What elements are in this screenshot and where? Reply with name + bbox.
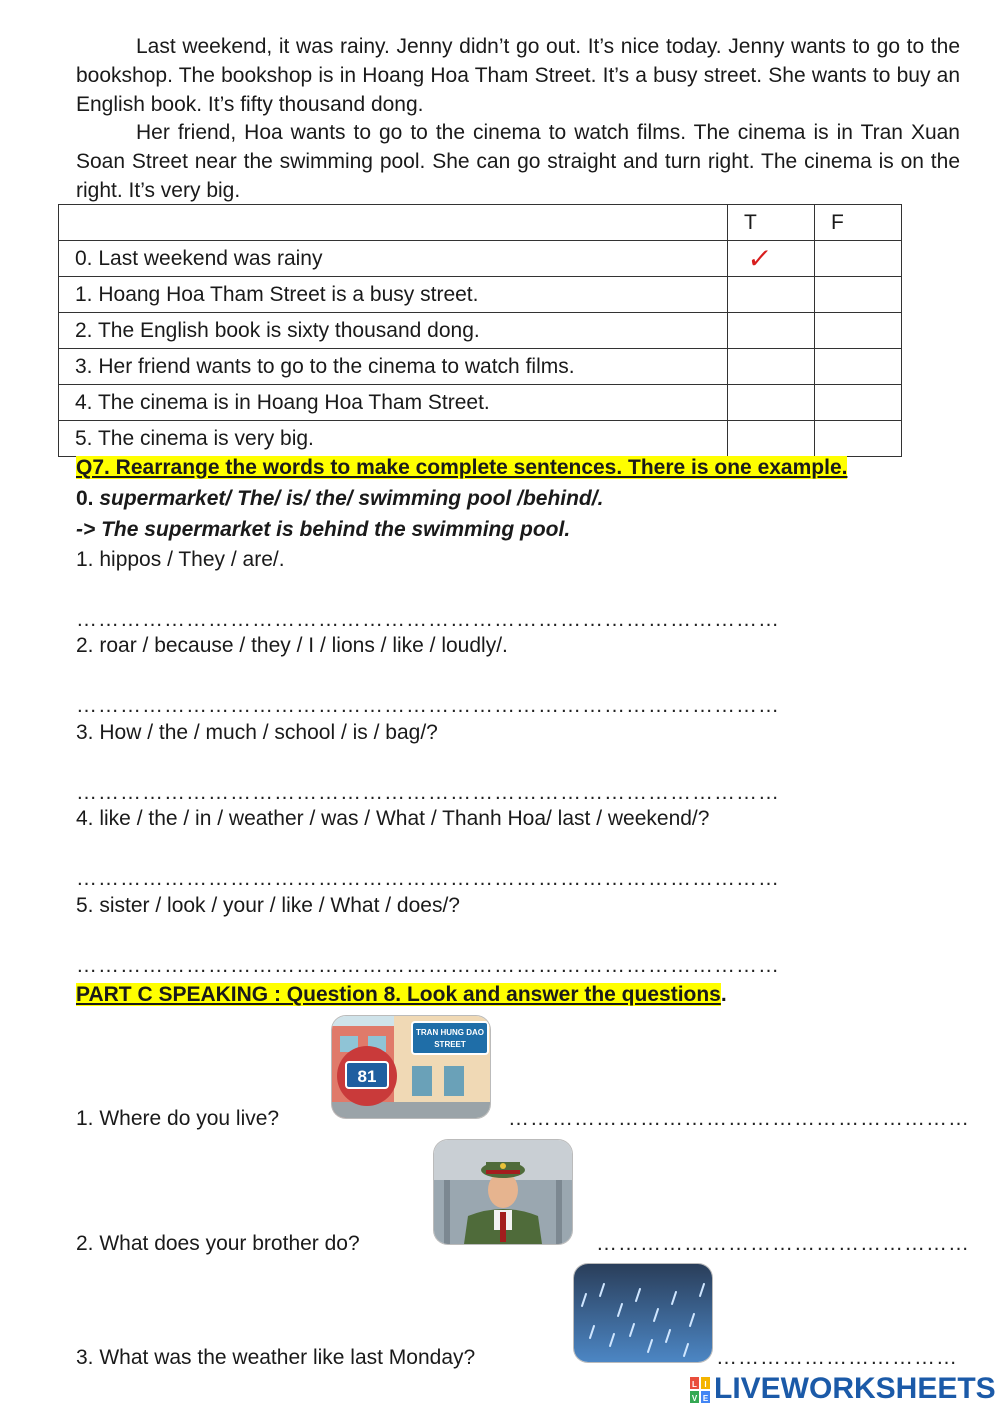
q7-example-words: supermarket/ The/ is/ the/ swimming pool /behind/. <box>93 487 604 510</box>
table-header-row <box>59 205 902 241</box>
t-cell-0[interactable] <box>728 241 815 277</box>
f-cell-3[interactable] <box>815 349 902 385</box>
reading-paragraph-2: Her friend, Hoa wants to go to the cinema to watch films. The cinema is in Tran Xuan Soan Street near the swimming pool. She can go straight and turn right. The cinema is on the right. It’s very big. <box>76 121 960 202</box>
q7-item-3: 3. How / the / much / school / is / bag/? <box>76 721 438 744</box>
header-f: F <box>815 205 902 241</box>
brand-name: LIVEWORKSHEETS <box>714 1372 996 1405</box>
table-row <box>59 349 902 385</box>
house-number: 81 <box>357 1067 377 1086</box>
f-cell-1[interactable] <box>815 277 902 313</box>
f-cell-0[interactable] <box>815 241 902 277</box>
q8-title: PART C SPEAKING : Question 8. Look and answer the questions. <box>76 983 727 1006</box>
statement-5: 5. The cinema is very big. <box>59 421 728 457</box>
t-cell-5[interactable] <box>728 421 815 457</box>
svg-text:I: I <box>704 1380 707 1390</box>
table-row <box>59 277 902 313</box>
q7-item-5: 5. sister / look / your / like / What / does/? <box>76 894 460 917</box>
answer-line-2[interactable]: …………………………………………………………………………………… <box>76 694 780 717</box>
reading-paragraph-1: Last weekend, it was rainy. Jenny didn’t go out. It’s nice today. Jenny wants to go to the bookshop. The bookshop is in Hoang Hoa Tham Street. It’s a busy street. She wants to buy an English book. It’s fifty thousand dong. <box>76 35 960 116</box>
answer-line-1[interactable]: …………………………………………………………………………………… <box>76 608 780 631</box>
q7-item-4: 4. like / the / in / weather / was / What / Thanh Hoa/ last / weekend/? <box>76 807 710 830</box>
police-officer-illustration <box>434 1140 572 1244</box>
true-false-table <box>58 204 902 457</box>
q7-item-1: 1. hippos / They / are/. <box>76 548 285 571</box>
svg-text:L: L <box>692 1380 697 1390</box>
street-sign-line2: STREET <box>434 1040 466 1049</box>
t-cell-1[interactable] <box>728 277 815 313</box>
f-cell-2[interactable] <box>815 313 902 349</box>
table-row <box>59 385 902 421</box>
q7-item-2: 2. roar / because / they / I / lions / like / loudly/. <box>76 634 508 657</box>
q8-answer-line-2[interactable]: …………………………………………… <box>596 1232 970 1255</box>
statement-4: 4. The cinema is in Hoang Hoa Tham Street. <box>59 385 728 421</box>
q7-title: Q7. Rearrange the words to make complete sentences. There is one example. <box>76 456 848 479</box>
statement-3: 3. Her friend wants to go to the cinema to watch films. <box>59 349 728 385</box>
q8-question-2: 2. What does your brother do? <box>76 1232 360 1255</box>
rainy-weather-image <box>574 1264 712 1362</box>
street-sign-line1: TRAN HUNG DAO <box>416 1028 484 1037</box>
q8-question-1: 1. Where do you live? <box>76 1107 280 1130</box>
q8-answer-line-1[interactable]: ……………………………………………………… <box>508 1107 970 1130</box>
statement-2: 2. The English book is sixty thousand dong. <box>59 313 728 349</box>
t-cell-2[interactable] <box>728 313 815 349</box>
table-row <box>59 241 902 277</box>
svg-text:E: E <box>702 1394 709 1404</box>
liveworksheets-logo <box>690 1372 996 1406</box>
f-cell-4[interactable] <box>815 385 902 421</box>
rain-illustration <box>574 1264 712 1362</box>
answer-line-5[interactable]: …………………………………………………………………………………… <box>76 954 780 977</box>
f-cell-5[interactable] <box>815 421 902 457</box>
header-t: T <box>728 205 815 241</box>
street-address-image <box>332 1016 490 1118</box>
header-blank-cell <box>59 205 728 241</box>
q8-question-3: 3. What was the weather like last Monday? <box>76 1346 476 1369</box>
answer-line-4[interactable]: …………………………………………………………………………………… <box>76 867 780 890</box>
t-cell-4[interactable] <box>728 385 815 421</box>
check-mark-icon: ✓ <box>745 243 774 274</box>
svg-text:V: V <box>691 1394 698 1404</box>
table-row <box>59 313 902 349</box>
liveworksheets-logo-icon <box>690 1377 710 1403</box>
q8-answer-line-3[interactable]: …………………………… <box>716 1346 958 1369</box>
q7-example <box>76 487 603 511</box>
table-row <box>59 421 902 457</box>
statement-1: 1. Hoang Hoa Tham Street is a busy street. <box>59 277 728 313</box>
q7-example-number: 0. <box>76 487 94 510</box>
statement-0: 0. Last weekend was rainy <box>59 241 728 277</box>
street-illustration <box>332 1016 490 1118</box>
answer-line-3[interactable]: …………………………………………………………………………………… <box>76 781 780 804</box>
t-cell-3[interactable] <box>728 349 815 385</box>
police-officer-image <box>434 1140 572 1244</box>
q7-example-answer: -> The supermarket is behind the swimming pool. <box>76 518 571 541</box>
